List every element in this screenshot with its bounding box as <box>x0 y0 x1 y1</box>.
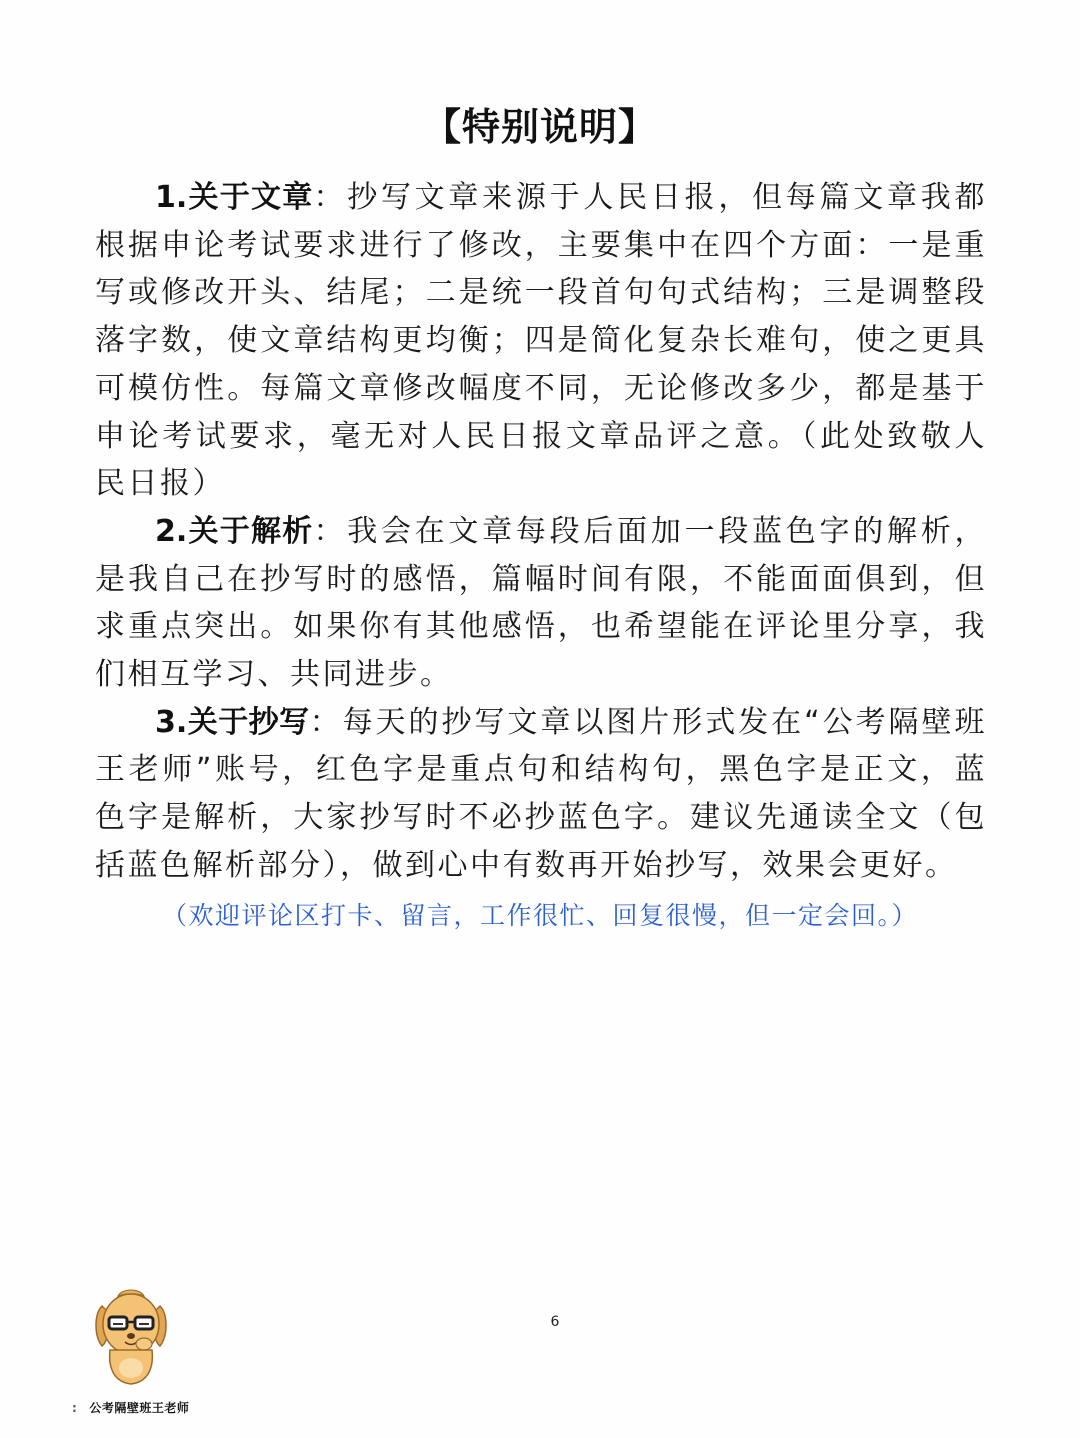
paragraph-lead: 1.关于文章 <box>155 180 314 215</box>
page-number: 6 <box>550 1314 560 1330</box>
dog-with-glasses-mascot-icon <box>92 1284 170 1388</box>
paragraph-article <box>95 174 987 508</box>
paragraph-copying <box>95 699 987 890</box>
paragraph-lead: 2.关于解析 <box>155 513 314 549</box>
watermark-text: 公考隔壁班王老师 <box>89 1401 190 1415</box>
content-body <box>95 174 987 890</box>
watermark-prefix: : <box>72 1401 78 1415</box>
page-title: 【特别说明】 <box>422 105 657 149</box>
paragraph-body: ：我会在文章每段后面加一段蓝色字的解析，是我自己在抄写时的感悟，篇幅时间有限，不能面面俱到，但求重点突出。如果你有其他感悟，也希望能在评论里分享，我们相互学习、共同进步。 <box>95 513 987 693</box>
blue-note: （欢迎评论区打卡、留言，工作很忙、回复很慢，但一定会回。） <box>161 901 918 930</box>
paragraph-lead: 3.关于抄写 <box>155 704 310 740</box>
paragraph-body: ：抄写文章来源于人民日报，但每篇文章我都根据申论考试要求进行了修改，主要集中在四个方面：一是重写或修改开头、结尾；二是统一段首句句式结构；三是调整段落字数，使文章结构更均衡；四是简化复杂长难句，使之更具可模仿性。每篇文章修改幅度不同，无论修改多少，都是基于申论考试要求，毫无对人民日报文章品评之意。（此处致敬人民日报） <box>95 180 987 502</box>
paragraph-analysis <box>95 508 987 699</box>
paragraph-body: ：每天的抄写文章以图片形式发在“公考隔壁班王老师”账号，红色字是重点句和结构句，黑色字是正文，蓝色字是解析，大家抄写时不必抄蓝色字。建议先通读全文（包括蓝色解析部分），做到心中有数再开始抄写，效果会更好。 <box>95 704 987 883</box>
watermark <box>72 1399 189 1416</box>
